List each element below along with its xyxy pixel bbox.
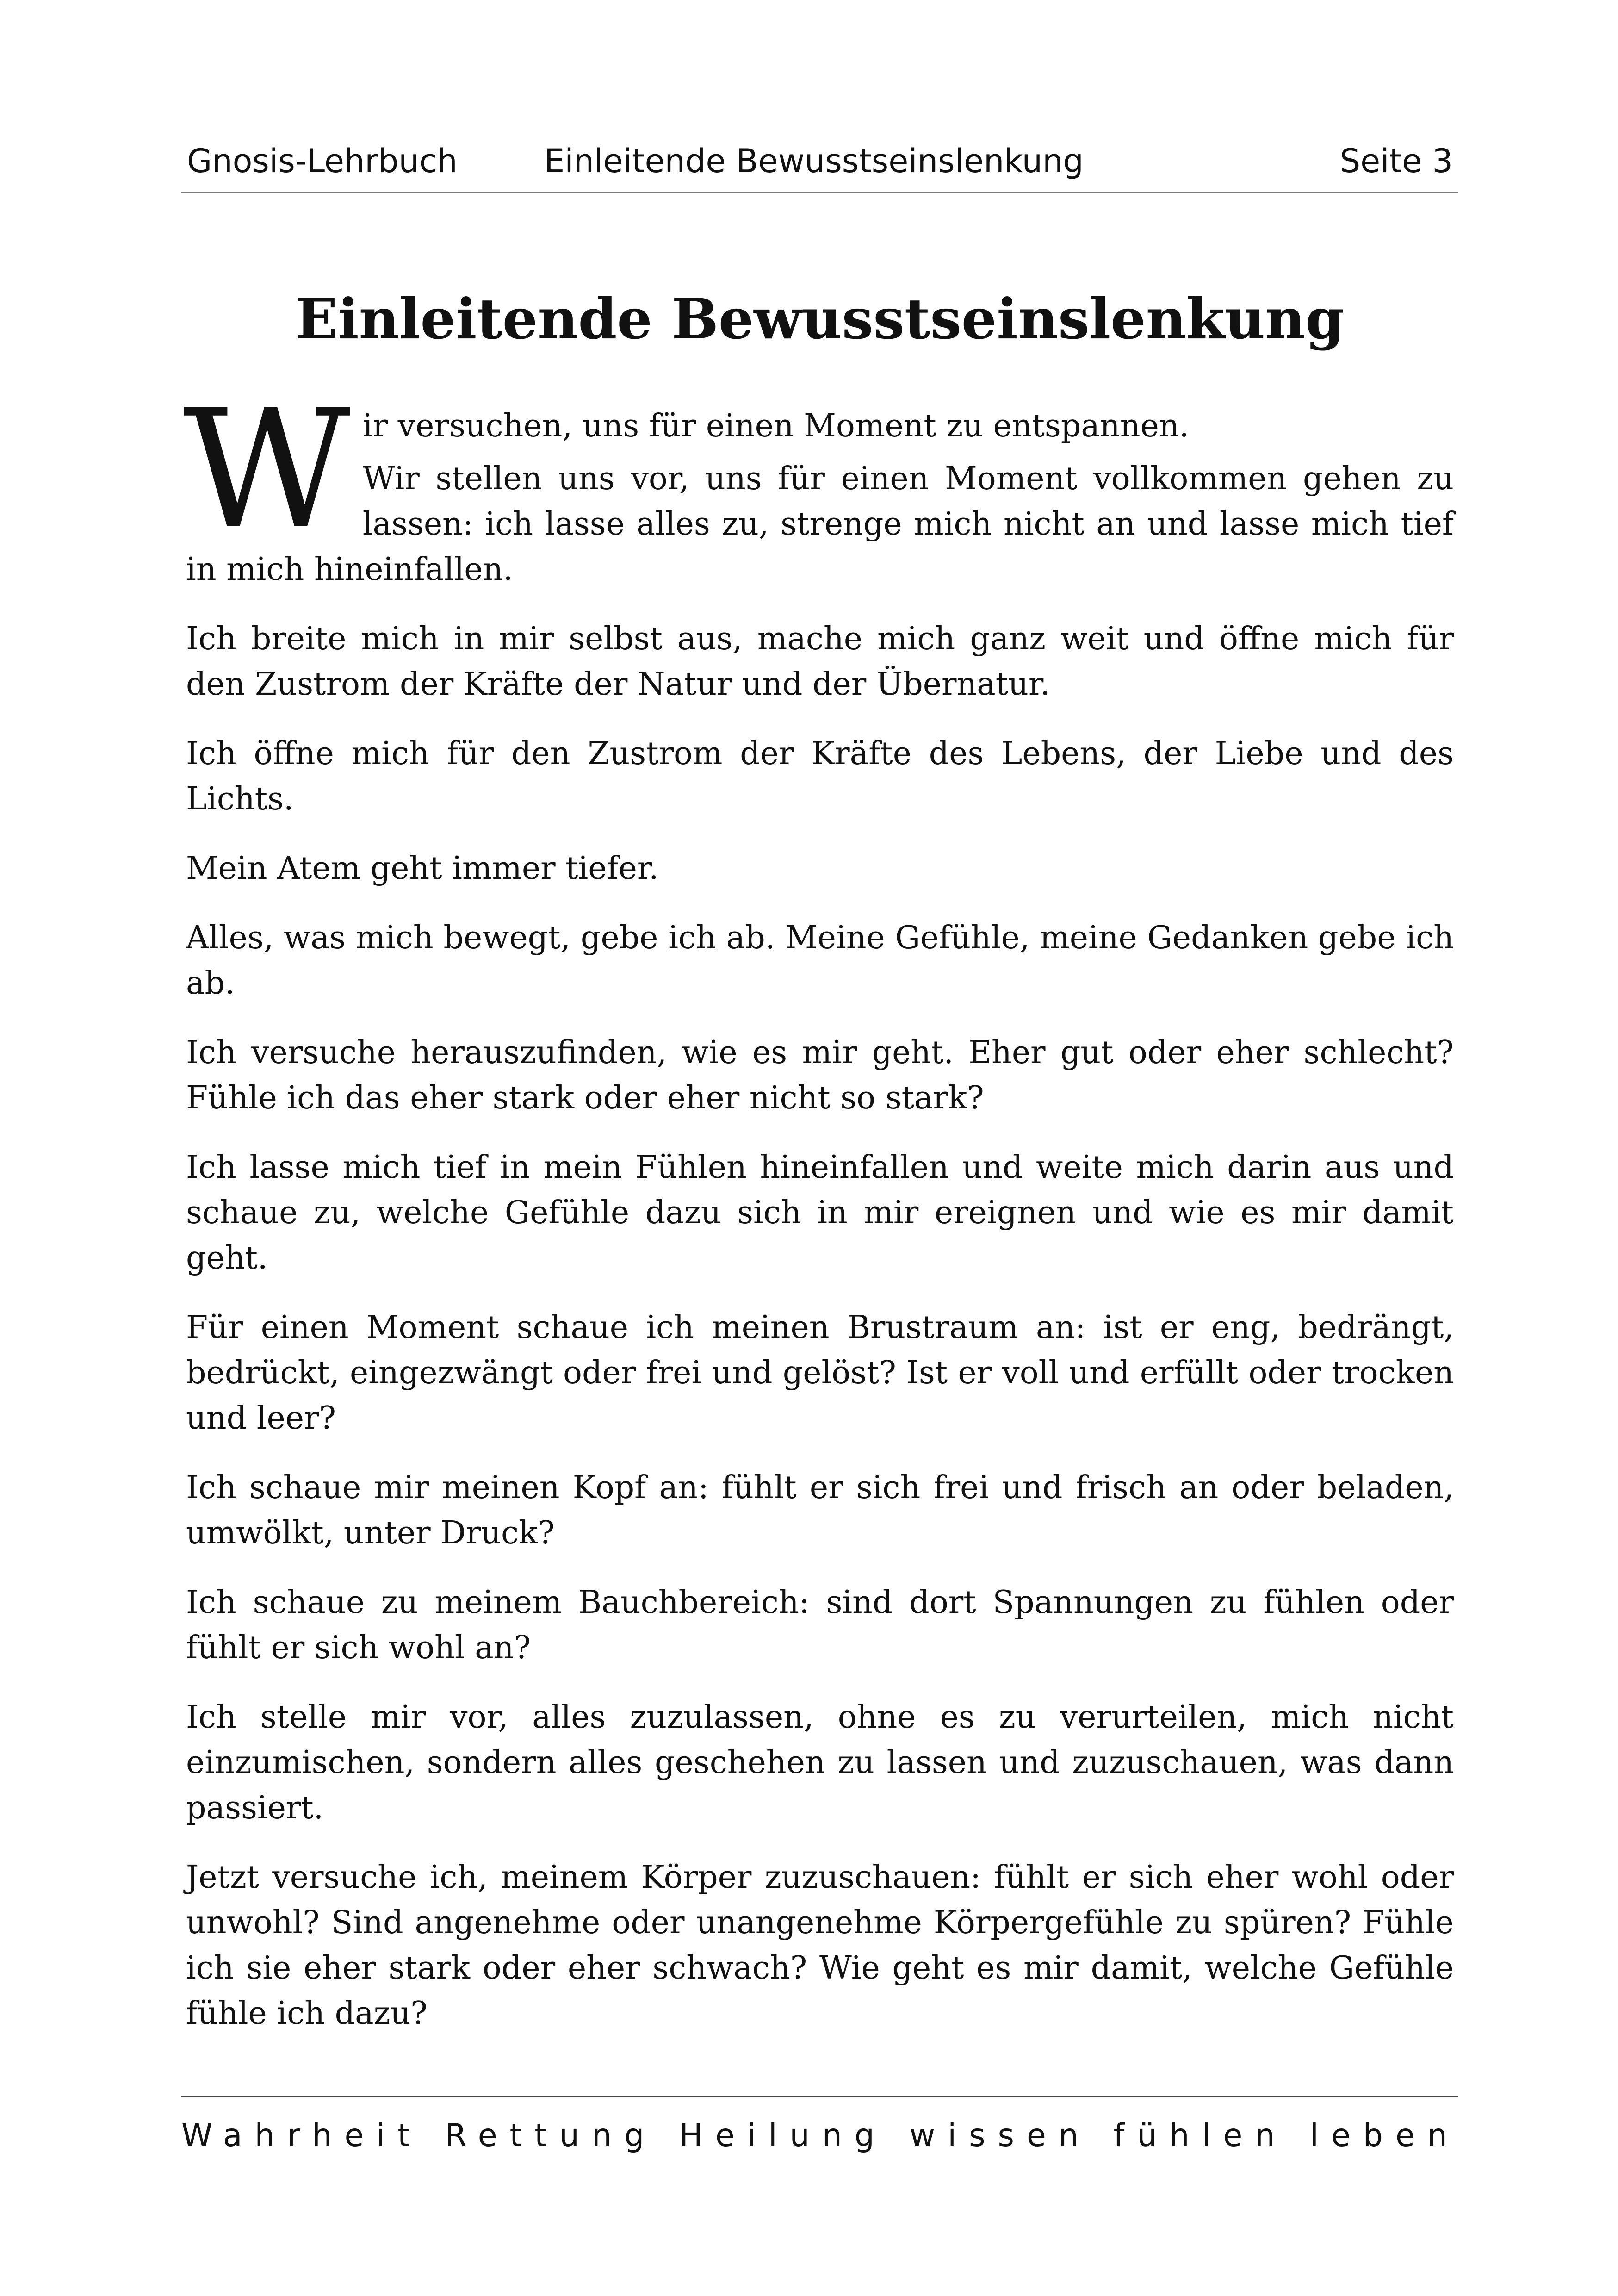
page-header — [181, 129, 1458, 193]
paragraph: Ich versuche herauszufinden, wie es mir geht. Eher gut oder eher schlecht? Fühle ich das eher stark oder eher nicht so stark? — [186, 1034, 1454, 1116]
paragraph: Ich schaue mir meinen Kopf an: fühlt er sich frei und frisch an oder beladen, umwölkt, unter Druck? — [186, 1469, 1454, 1551]
drop-cap: W — [183, 375, 351, 565]
paragraph: Ich schaue zu meinem Bauchbereich: sind dort Spannungen zu fühlen oder fühlt er sich wohl an? — [186, 1584, 1454, 1666]
header-chapter-title: Einleitende Bewusstseinslenkung — [544, 142, 1084, 180]
paragraph: Ich breite mich in mir selbst aus, mache mich ganz weit und öffne mich für den Zustrom der Kräfte der Natur und der Übernatur. — [186, 621, 1454, 703]
paragraph: Ich stelle mir vor, alles zuzulassen, ohne es zu verurteilen, mich nicht einzumischen, sondern alles geschehen zu lassen und zuzuschauen, was dann passiert. — [186, 1699, 1454, 1826]
page-title: Einleitende Bewusstseinslenkung — [295, 286, 1345, 352]
paragraph: Ich lasse mich tief in mein Fühlen hineinfallen und weite mich darin aus und schaue zu, welche Gefühle dazu sich in mir ereignen und wie es mir damit geht. — [186, 1149, 1454, 1276]
paragraph: Alles, was mich bewegt, gebe ich ab. Meine Gefühle, meine Gedanken gebe ich ab. — [186, 920, 1454, 1002]
paragraph: Mein Atem geht immer tiefer. — [186, 850, 659, 887]
page-footer: Wahrheit Rettung Heilung wissen fühlen leben — [181, 2117, 1460, 2154]
first-paragraph-text: ir versuchen, uns für einen Moment zu entspannen. — [362, 408, 1190, 444]
paragraph: Für einen Moment schaue ich meinen Brustraum an: ist er eng, bedrängt, bedrückt, eingezwängt oder frei und gelöst? Ist er voll und erfüllt oder trocken und leer? — [186, 1309, 1454, 1437]
paragraph: Wir stellen uns vor, uns für einen Moment vollkommen gehen zu lassen: ich lasse alles zu, strenge mich nicht an und lasse mich tief in mich hineinfallen. — [186, 460, 1454, 588]
paragraph: Ich öffne mich für den Zustrom der Kräfte des Lebens, der Liebe und des Lichts. — [186, 735, 1454, 817]
footer-divider — [181, 2096, 1458, 2097]
paragraph: Jetzt versuche ich, meinem Körper zuzuschauen: fühlt er sich eher wohl oder unwohl? Sind angenehme oder unangenehme Körpergefühle zu spüren? Fühle ich sie eher stark oder eher schwach? Wie geht es mir damit, welche Gefühle fühle ich dazu? — [186, 1859, 1454, 2032]
header-book-title: Gnosis-Lehrbuch — [187, 142, 458, 180]
body-text — [183, 375, 1454, 2060]
header-page-number: Seite 3 — [1339, 142, 1453, 180]
